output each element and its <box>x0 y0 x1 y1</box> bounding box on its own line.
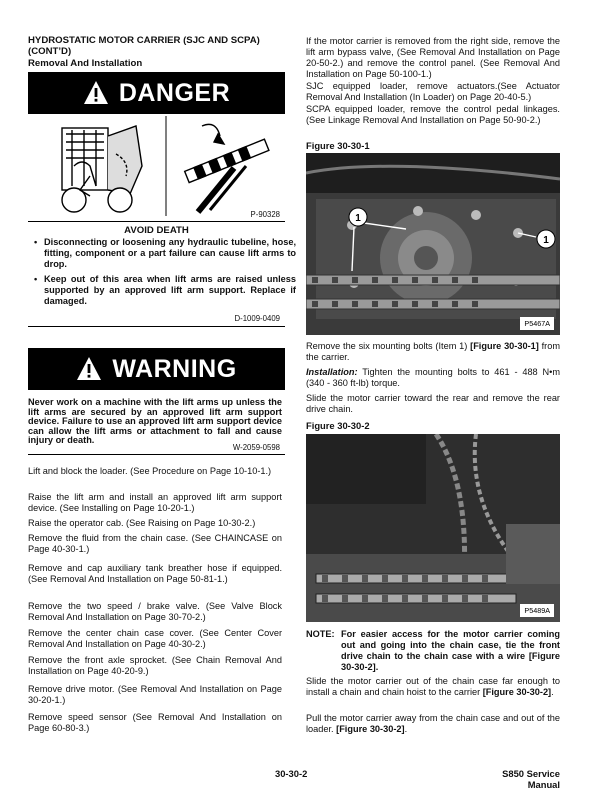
danger-bullet-text: Keep out of this area when lift arms are raised unless supported by an approved lift arm support. Replace if damaged. <box>44 274 296 306</box>
pull-paragraph <box>306 713 560 735</box>
figure-1-code: P5467A <box>520 317 554 330</box>
step-7: Remove the center chain case cover. (See Center Cover Removal And Installation on Page 40-30-2.) <box>28 628 282 649</box>
chain-case-photo <box>306 434 560 622</box>
subsection-title: Removal And Installation <box>28 58 143 69</box>
warning-banner <box>28 348 285 390</box>
bullet-dot: • <box>34 237 38 247</box>
page-number: 30-30-2 <box>275 768 308 779</box>
figure-2-code: P5489A <box>520 604 554 617</box>
warning-label: WARNING <box>112 354 237 383</box>
pull-text: Pull the motor carrier away from the chain case and out of the loader. <box>306 713 560 734</box>
danger-heading: AVOID DEATH <box>124 225 189 236</box>
motor-carrier-photo <box>306 153 560 335</box>
danger-figure-code: P-90328 <box>250 210 280 219</box>
step-1: Lift and block the loader. (See Procedure on Page 10-10-1.) <box>28 466 272 476</box>
intro-paragraph-1: If the motor carrier is removed from the right side, remove the lift arm bypass valve, (See Removal And Installation on Page 20-50-2.) and remove the control panel. (See Removal And Installation on Page 50-100-1.) <box>306 36 560 79</box>
hoist-figref: [Figure 30-30-2] <box>482 687 552 697</box>
installation-label: Installation: <box>306 367 358 377</box>
figure-1-photo <box>306 153 560 335</box>
figure-1-caption: Figure 30-30-1 <box>306 140 370 151</box>
danger-bullet-2 <box>28 274 296 307</box>
danger-code: D-1009-0409 <box>234 314 280 323</box>
hoist-tail: . <box>551 687 554 697</box>
callout-1-a: 1 <box>355 213 361 224</box>
warning-code: W-2059-0598 <box>232 443 280 452</box>
installation-paragraph <box>306 367 560 389</box>
step-3: Raise the operator cab. (See Raising on Page 10-30-2.) <box>28 518 256 528</box>
step-2: Raise the lift arm and install an approved lift arm support device. (See Installing on Page 10-20-1.) <box>28 492 282 513</box>
slide-rear-paragraph: Slide the motor carrier toward the rear and remove the rear drive chain. <box>306 393 560 414</box>
hoist-paragraph <box>306 676 560 698</box>
danger-illustration <box>34 116 279 216</box>
warning-triangle-icon <box>76 356 102 382</box>
remove-bolts-figref: [Figure 30-30-1] <box>470 341 539 351</box>
danger-divider <box>28 221 285 222</box>
remove-bolts-text: Remove the six mounting bolts (Item 1) <box>306 341 471 351</box>
note-label: NOTE: <box>306 629 335 639</box>
remove-bolts-paragraph <box>306 341 560 363</box>
remove-bolts-tail: from the carrier. <box>306 341 560 362</box>
installation-text: Tighten the mounting bolts to 461 - 488 N•m (340 - 360 ft-lb) torque. <box>306 367 560 388</box>
note-block <box>306 629 560 673</box>
hoist-text: Slide the motor carrier out of the chain case far enough to install a chain and chain hoist to the carrier <box>306 676 560 697</box>
pull-figref: [Figure 30-30-2] <box>336 724 405 734</box>
danger-bullet-1 <box>28 237 296 270</box>
intro-paragraph-2: SJC equipped loader, remove actuators.(See Actuator Removal And Installation (In Loader) on Page 20-40-5.) <box>306 81 560 102</box>
danger-bottom-rule <box>28 326 285 327</box>
danger-label: DANGER <box>118 78 231 107</box>
intro-paragraph-3: SCPA equipped loader, remove the control pedal linkages. (See Linkage Removal And Installation on Page 50-90-2.) <box>306 104 560 125</box>
danger-bullet-text: Disconnecting or loosening any hydraulic tubeline, hose, fitting, component or a part failure can cause lift arms to drop. <box>44 237 296 269</box>
step-4: Remove the fluid from the chain case. (See CHAINCASE on Page 40-30-1.) <box>28 533 282 554</box>
figure-2-caption: Figure 30-30-2 <box>306 420 370 431</box>
section-title: HYDROSTATIC MOTOR CARRIER (SJC AND SCPA) (CONT’D) <box>28 35 260 57</box>
danger-banner <box>28 72 285 114</box>
callout-1-b: 1 <box>543 235 549 246</box>
step-6: Remove the two speed / brake valve. (See Valve Block Removal And Installation on Page 30-70-2.) <box>28 601 282 622</box>
step-10: Remove speed sensor (See Removal And Installation on Page 60-80-3.) <box>28 712 282 733</box>
step-5: Remove and cap auxiliary tank breather hose if equipped.(See Removal And Installation on Page 50-81-1.) <box>28 563 282 584</box>
manual-title: S850 Service Manual <box>502 768 560 790</box>
pull-tail: . <box>404 724 408 734</box>
step-9: Remove drive motor. (See Removal And Installation on Page 30-20-1.) <box>28 684 282 705</box>
warning-triangle-icon <box>83 80 109 106</box>
step-8: Remove the front axle sprocket. (See Chain Removal And Installation on Page 40-20-9.) <box>28 655 282 676</box>
bullet-dot: • <box>34 274 38 284</box>
figure-2-photo <box>306 434 560 622</box>
note-text: For easier access for the motor carrier coming out and going into the chain case, tie the front drive chain to the chain case with a wire [Figure 30-30-2]. <box>341 629 560 672</box>
warning-text: Never work on a machine with the lift arms up unless the lift arms are secured by an approved lift arm support device. Failure to use an approved lift arm support device can allow the lift arms or attachment to fall and cause injury or death. <box>28 397 282 446</box>
warning-bottom-rule <box>28 454 285 455</box>
